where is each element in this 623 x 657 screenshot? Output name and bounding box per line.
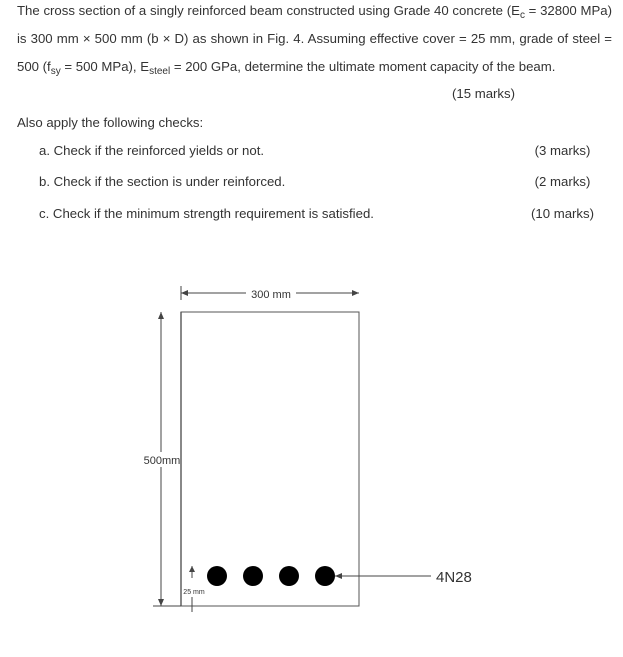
- cover-label: 25 mm: [183, 589, 205, 596]
- rebar: [315, 566, 335, 586]
- beam-outline: [181, 312, 359, 606]
- depth-label: 500mm: [143, 455, 181, 467]
- check-marks-a: (3 marks): [534, 143, 591, 158]
- problem-text-part: = 32800 MPa) is 300 mm × 500 mm (b × D) as shown in Fig. 4. Assuming effective cover = 25 mm, grade of steel = 500 (f: [17, 3, 612, 74]
- depth-arrow-top: [158, 312, 164, 319]
- check-item-a: a. Check if the reinforced yields or not.: [39, 143, 265, 158]
- check-marks-c: (10 marks): [530, 206, 594, 221]
- problem-text-part: The cross section of a singly reinforced beam constructed using Grade 40 concrete (E: [17, 3, 520, 18]
- cover-arrow-top: [189, 566, 195, 572]
- depth-arrow-bottom: [158, 599, 164, 606]
- subscript-steel: steel: [149, 66, 171, 77]
- subscript-c: c: [519, 10, 525, 21]
- rebar: [243, 566, 263, 586]
- rebar-leader-arrow: [335, 573, 342, 579]
- subscript-sy: sy: [50, 66, 61, 77]
- check-marks-b: (2 marks): [534, 174, 591, 189]
- check-item-b: b. Check if the section is under reinforced.: [39, 174, 286, 189]
- width-label: 300 mm: [251, 289, 291, 301]
- width-arrow-left: [181, 290, 188, 296]
- rebar: [279, 566, 299, 586]
- problem-text-part: = 200 GPa, determine the ultimate moment capacity of the beam.: [170, 59, 556, 74]
- problem-text-part: = 500 MPa), E: [60, 59, 150, 74]
- rebar: [207, 566, 227, 586]
- total-marks: (15 marks): [452, 86, 516, 101]
- width-arrow-right: [352, 290, 359, 296]
- rebar-label: 4N28: [436, 569, 472, 586]
- checks-intro: Also apply the following checks:: [17, 115, 204, 130]
- check-item-c: c. Check if the minimum strength requirement is satisfied.: [39, 206, 374, 221]
